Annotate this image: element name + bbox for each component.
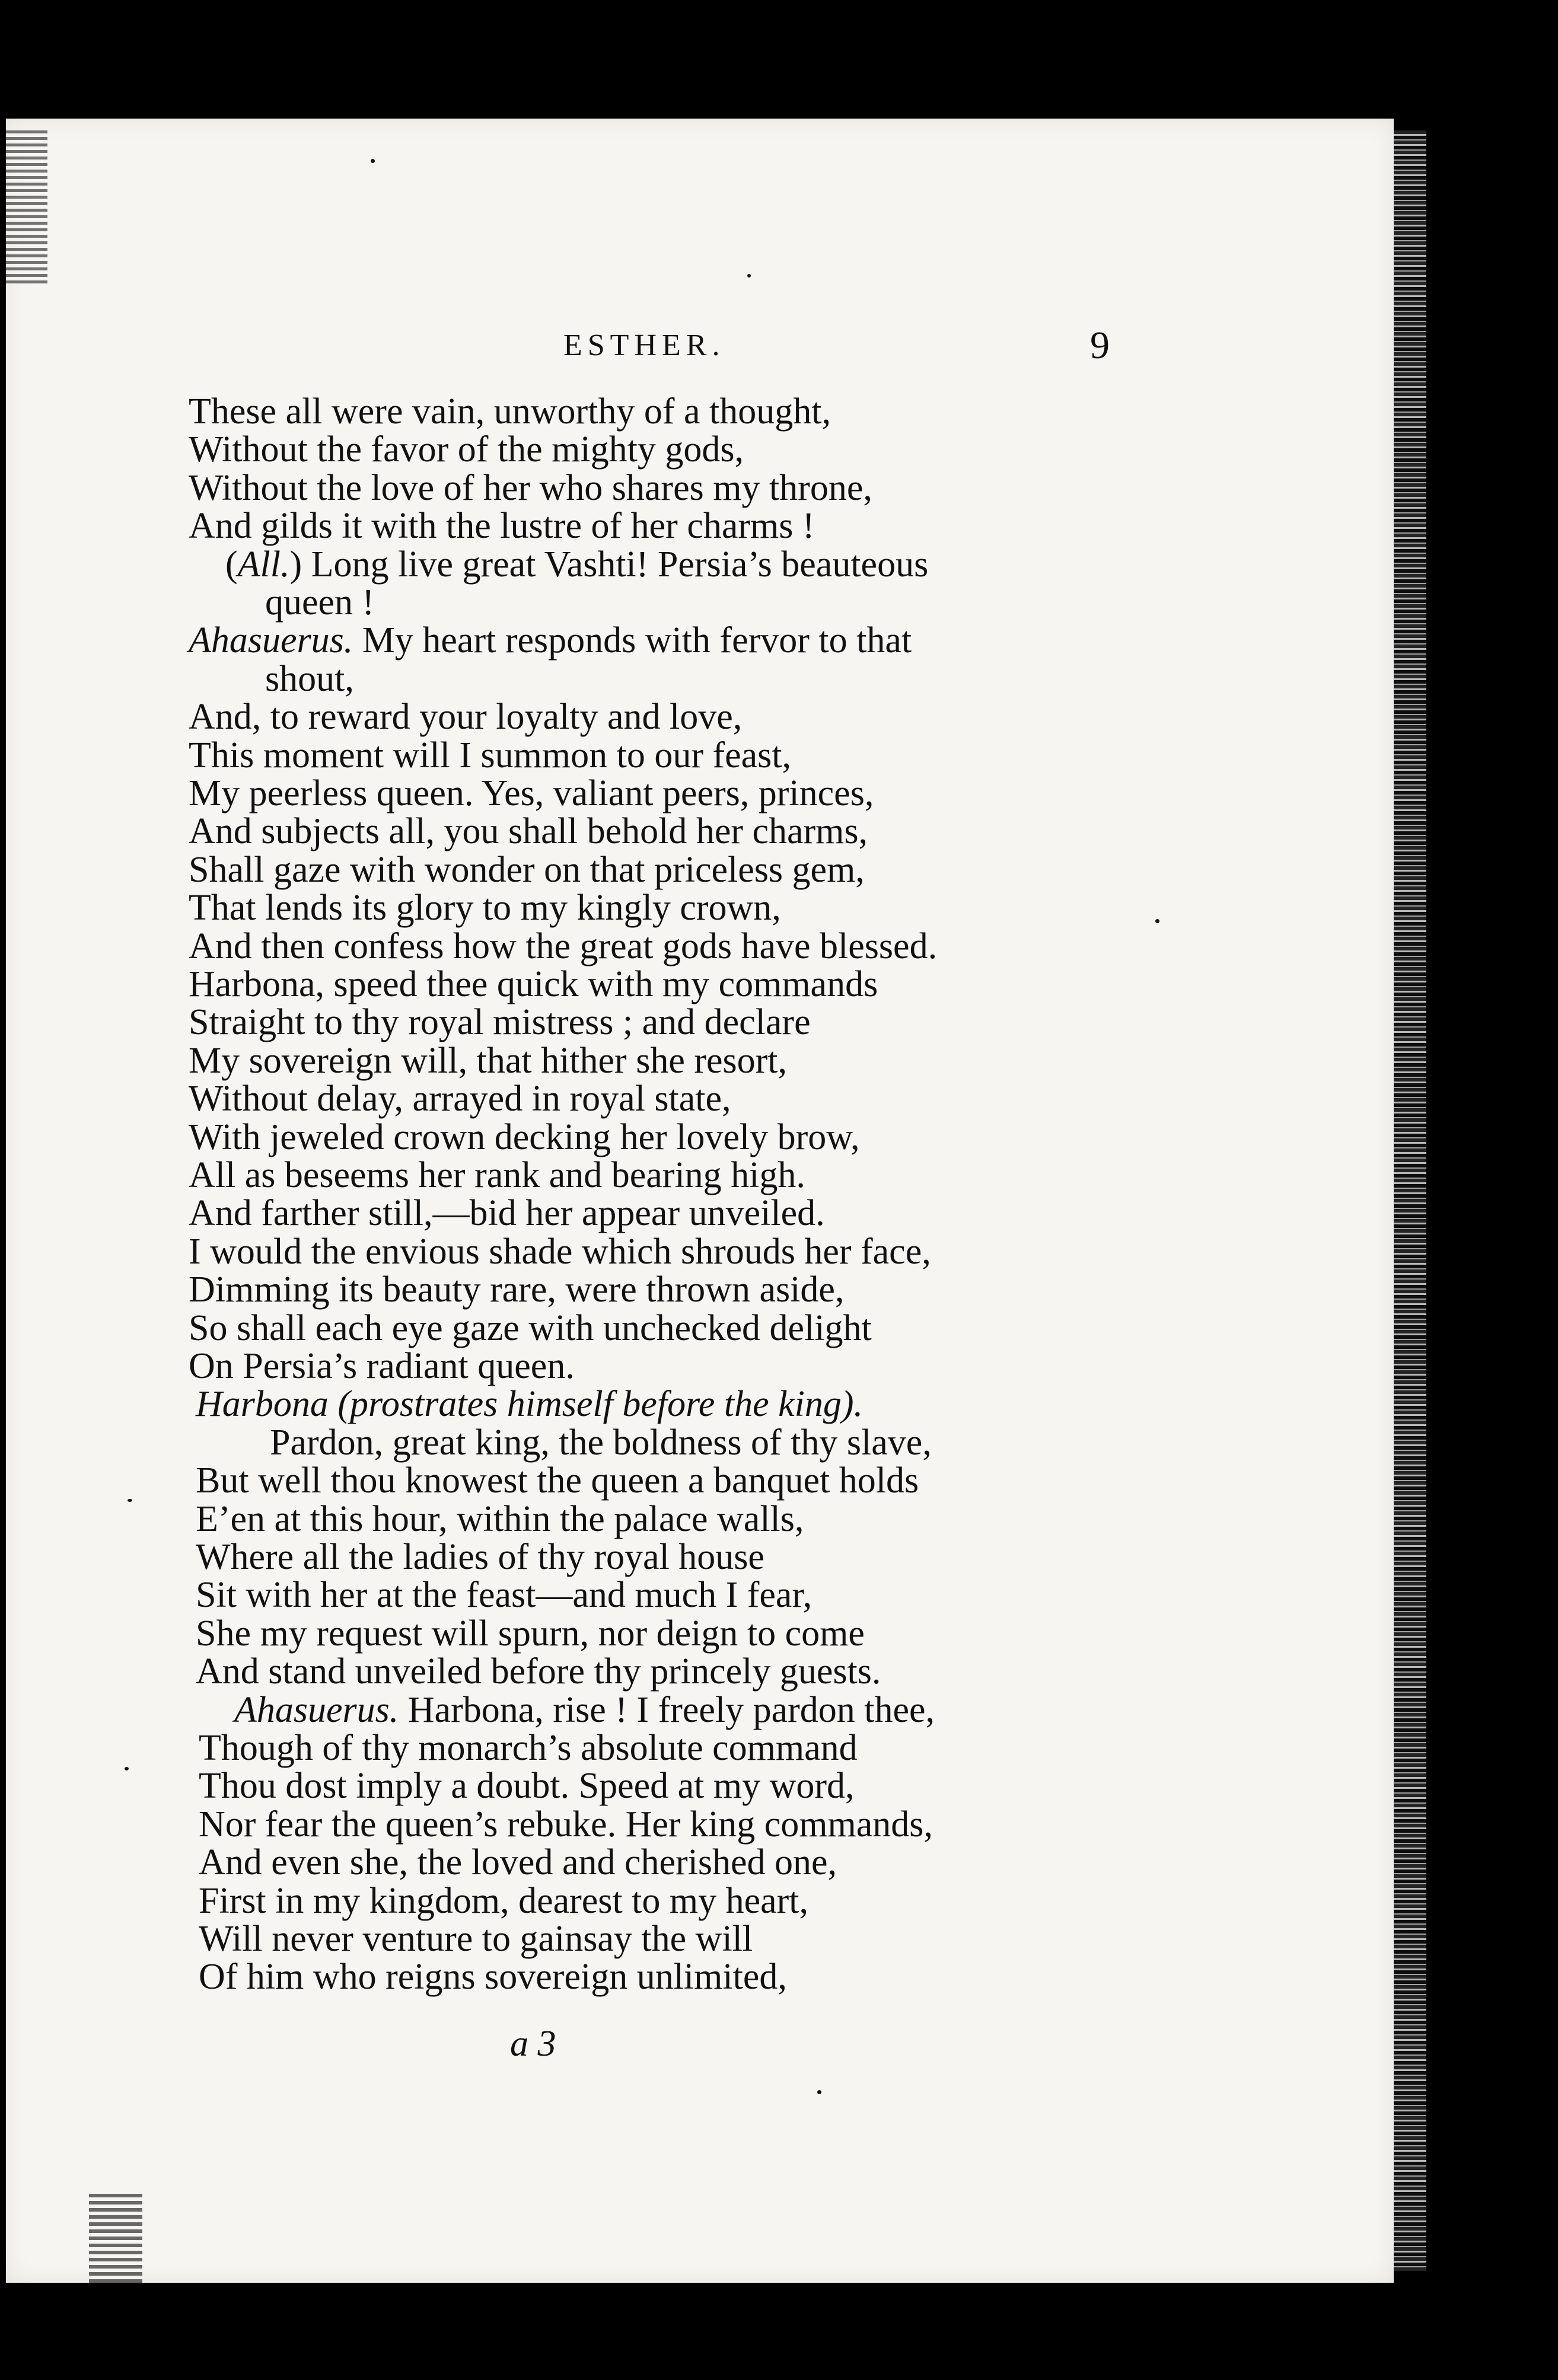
ink-speck [817,2090,821,2094]
text-line: But well thou knowest the queen a banquet holds [196,1460,919,1501]
ink-speck [125,1767,129,1770]
text-line [189,621,912,659]
text-line: With jeweled crown decking her lovely brow, [189,1117,860,1157]
text-line: Thou dost imply a doubt. Speed at my word, [199,1766,855,1806]
speaker-name: Ahasuerus. [189,620,353,661]
text-line: Straight to thy royal mistress ; and declare [189,1002,811,1042]
text-line: And stand unveiled before thy princely guests. [196,1651,881,1692]
line-text: Harbona, rise ! I freely pardon thee, [399,1690,935,1730]
text-line: Dimming its beauty rare, were thrown aside, [189,1269,845,1310]
text-line [225,545,928,583]
text-line: Without delay, arrayed in royal state, [189,1079,731,1119]
text-line: My peerless queen. Yes, valiant peers, princes, [189,773,874,813]
running-title: ESTHER. [563,328,725,362]
speaker-name: Ahasuerus. [234,1690,399,1730]
text-line: Without the love of her who shares my throne, [189,468,872,508]
text-line: So shall each eye gaze with unchecked delight [189,1308,872,1348]
line-text: My heart responds with fervor to that [353,620,912,661]
text-line: This moment will I summon to our feast, [189,735,792,776]
text-line: Shall gaze with wonder on that priceless gem, [189,850,865,890]
text-line: Sit with her at the feast—and much I fear, [196,1575,813,1615]
ink-speck [1155,919,1159,923]
page-edge-shadow [1394,130,1426,2271]
text-line: Harbona, speed thee quick with my commands [189,964,878,1004]
text-line: That lends its glory to my kingly crown, [189,888,781,928]
paren-close: ) [289,544,302,585]
text-line: And subjects all, you shall behold her charms, [189,811,868,851]
text-line: Of him who reigns sovereign unlimited, [199,1957,787,1997]
text-line: And even she, the loved and cherished one, [199,1842,837,1883]
text-line: And farther still,—bid her appear unveiled. [189,1193,825,1233]
text-line: My sovereign will, that hither she resort, [189,1041,788,1081]
text-line: And gilds it with the lustre of her charms ! [189,506,815,546]
stage-direction: (prostrates himself before the king). [328,1384,864,1424]
text-line: Where all the ladies of thy royal house [196,1537,764,1577]
text-line: Will never venture to gainsay the will [199,1919,753,1959]
text-line: shout, [265,659,354,699]
text-line: queen ! [265,582,375,623]
text-line: I would the envious shade which shrouds her face, [189,1232,931,1272]
page-edge-shadow-left [6,130,47,285]
text-line: And, to reward your loyalty and love, [189,697,743,737]
page-edge-shadow-left-bottom [89,2194,142,2283]
line-text: Long live great Vashti! Persia’s beauteous [302,544,929,585]
text-line: And then confess how the great gods have blessed. [189,926,938,966]
page-number: 9 [1090,324,1110,367]
text-line: Without the favor of the mighty gods, [189,429,744,470]
text-line: E’en at this hour, within the palace walls, [196,1499,804,1539]
text-line [234,1691,935,1729]
ink-speck [371,159,375,163]
speaker-name: All. [237,544,290,585]
speaker-name: Harbona [196,1384,329,1424]
text-line: First in my kingdom, dearest to my heart, [199,1881,809,1921]
ink-speck [747,274,751,277]
text-line: These all were vain, unworthy of a thought, [189,391,831,432]
ink-speck [128,1499,132,1502]
text-line: Though of thy monarch’s absolute command [199,1728,858,1768]
text-line: All as beseems her rank and bearing high. [189,1155,805,1195]
text-line: Nor fear the queen’s rebuke. Her king commands, [199,1804,933,1845]
text-line: On Persia’s radiant queen. [189,1346,575,1386]
running-head [0,323,1558,371]
text-line: She my request will spurn, nor deign to come [196,1613,865,1654]
text-line: Pardon, great king, the boldness of thy slave, [270,1422,932,1463]
signature-mark: a 3 [510,2024,556,2064]
paren-open: ( [225,544,238,585]
text-line [196,1385,863,1423]
